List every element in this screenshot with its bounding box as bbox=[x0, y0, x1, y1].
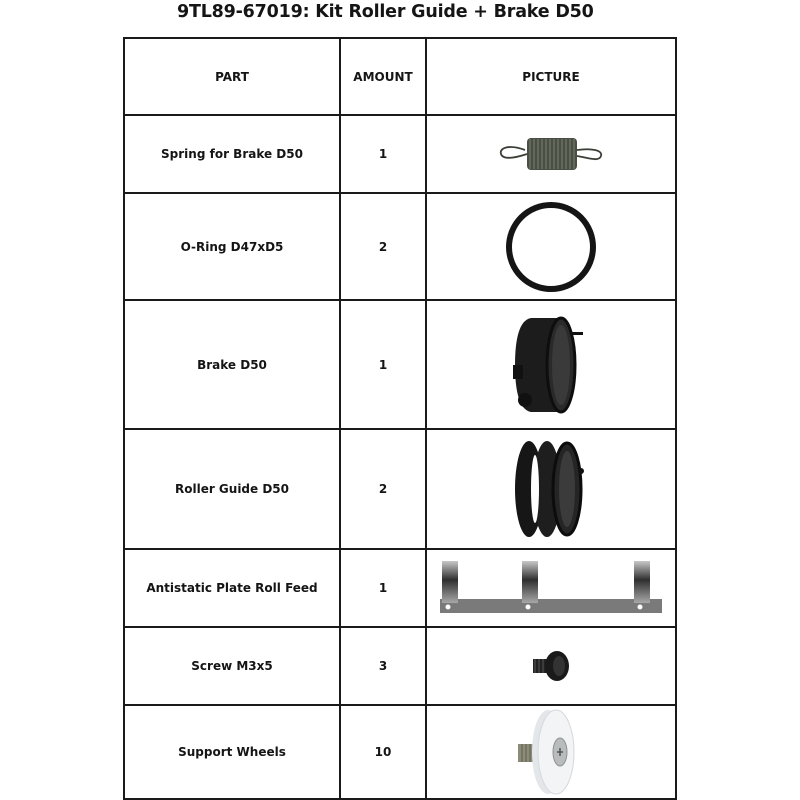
page-title: 9TL89-67019: Kit Roller Guide + Brake D50 bbox=[177, 2, 594, 22]
table-row bbox=[124, 300, 676, 429]
part-picture bbox=[426, 193, 676, 300]
part-picture bbox=[426, 115, 676, 193]
table-row bbox=[124, 115, 676, 193]
table-row bbox=[124, 429, 676, 549]
table-row bbox=[124, 627, 676, 705]
part-picture bbox=[426, 627, 676, 705]
part-amount: 10 bbox=[340, 705, 426, 799]
part-amount: 1 bbox=[340, 549, 426, 627]
part-amount: 1 bbox=[340, 300, 426, 429]
table-row bbox=[124, 549, 676, 627]
parts-table bbox=[123, 37, 677, 800]
table-row bbox=[124, 193, 676, 300]
antistatic-plate-image bbox=[438, 559, 664, 617]
header-part: PART bbox=[124, 38, 340, 115]
part-amount: 2 bbox=[340, 429, 426, 549]
part-picture bbox=[426, 705, 676, 799]
table-header-row bbox=[124, 38, 676, 115]
part-amount: 2 bbox=[340, 193, 426, 300]
spring-image bbox=[499, 134, 603, 174]
part-picture bbox=[426, 549, 676, 627]
part-amount: 1 bbox=[340, 115, 426, 193]
header-picture: PICTURE bbox=[426, 38, 676, 115]
brake-image bbox=[511, 310, 591, 420]
roller-guide-image bbox=[511, 437, 591, 541]
part-name: Antistatic Plate Roll Feed bbox=[124, 549, 340, 627]
part-name: O-Ring D47xD5 bbox=[124, 193, 340, 300]
part-name: Spring for Brake D50 bbox=[124, 115, 340, 193]
part-picture bbox=[426, 300, 676, 429]
part-name: Screw M3x5 bbox=[124, 627, 340, 705]
o-ring-image bbox=[505, 201, 597, 293]
part-picture bbox=[426, 429, 676, 549]
screw-image bbox=[529, 646, 573, 686]
header-amount: AMOUNT bbox=[340, 38, 426, 115]
part-name: Brake D50 bbox=[124, 300, 340, 429]
table-row bbox=[124, 705, 676, 799]
part-name: Roller Guide D50 bbox=[124, 429, 340, 549]
part-amount: 3 bbox=[340, 627, 426, 705]
support-wheel-image bbox=[514, 706, 588, 798]
part-name: Support Wheels bbox=[124, 705, 340, 799]
